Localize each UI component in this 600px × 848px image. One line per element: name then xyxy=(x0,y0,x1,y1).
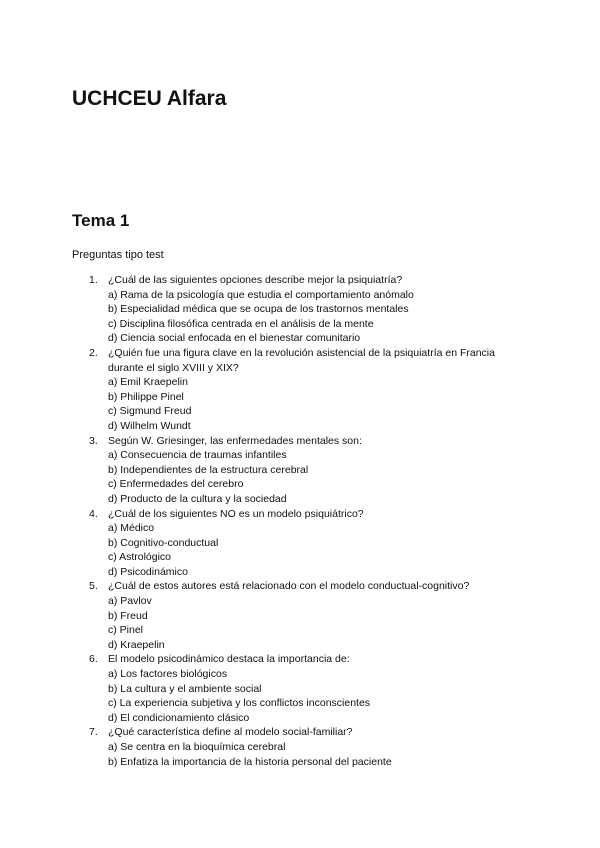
answer-option: a) Se centra en la bioquímica cerebral xyxy=(108,741,286,753)
question-number: 6. xyxy=(89,653,98,666)
question-item xyxy=(0,652,600,725)
answer-option: d) Psicodinámico xyxy=(108,565,188,578)
answer-option: b) Enfatiza la importancia de la historia personal del paciente xyxy=(108,755,392,768)
question-item xyxy=(0,725,600,769)
question-number: 5. xyxy=(89,580,98,593)
answer-option: c) Astrológico xyxy=(108,551,172,564)
answer-option: c) Pinel xyxy=(108,624,144,637)
answer-option: c) Disciplina filosófica centrada en el análisis de la mente xyxy=(108,317,374,330)
question-number: 3. xyxy=(89,434,98,447)
answer-option: d) Producto de la cultura y la sociedad xyxy=(108,492,287,505)
section-subtitle: Preguntas tipo test xyxy=(72,249,164,261)
question-item xyxy=(0,507,600,580)
answer-option: d) El condicionamiento clásico xyxy=(108,711,250,724)
question-number: 4. xyxy=(89,507,98,520)
answer-option: a) Los factores biológicos xyxy=(108,668,228,681)
answer-option: c) La experiencia subjetiva y los conflictos inconscientes xyxy=(108,697,371,710)
answer-option: a) Consecuencia de traumas infantiles xyxy=(108,449,287,462)
question-number: 1. xyxy=(89,274,98,286)
question-number: 2. xyxy=(89,346,98,359)
answer-option: c) Enfermedades del cerebro xyxy=(108,478,244,491)
question-item xyxy=(0,434,600,507)
question-text: ¿Cuál de los siguientes NO es un modelo psiquiátrico? xyxy=(108,507,364,520)
answer-option: c) Sigmund Freud xyxy=(108,405,192,418)
answer-option: d) Wilhelm Wundt xyxy=(108,419,191,432)
answer-option: b) Freud xyxy=(108,609,148,622)
answer-option: b) Philippe Pinel xyxy=(108,390,184,403)
question-item xyxy=(0,579,600,652)
answer-option: b) Independientes de la estructura cerebral xyxy=(108,463,309,476)
question-text: ¿Quién fue una figura clave en la revolución asistencial de la psiquiatría en Francia durante el siglo XVIII y XIX? xyxy=(108,346,495,374)
answer-option: d) Ciencia social enfocada en el bienestar comunitario xyxy=(108,332,361,345)
answer-option: b) Cognitivo-conductual xyxy=(108,536,219,549)
question-text: ¿Cuál de las siguientes opciones describe mejor la psiquiatría? xyxy=(108,274,403,286)
question-item xyxy=(0,273,600,346)
question-list xyxy=(0,273,600,769)
question-item xyxy=(0,346,600,434)
answer-option: a) Médico xyxy=(108,522,155,535)
answer-option: d) Kraepelin xyxy=(108,638,165,651)
question-text: ¿Cuál de estos autores está relacionado con el modelo conductual-cognitivo? xyxy=(108,580,470,593)
question-number: 7. xyxy=(89,726,98,739)
question-text: El modelo psicodinámico destaca la importancia de: xyxy=(108,653,350,666)
question-text: ¿Qué característica define al modelo social-familiar? xyxy=(108,726,353,739)
section-title: Tema 1 xyxy=(72,211,130,230)
answer-option: a) Rama de la psicología que estudia el comportamiento anómalo xyxy=(108,288,414,301)
answer-option: a) Pavlov xyxy=(108,595,152,608)
answer-option: b) La cultura y el ambiente social xyxy=(108,682,262,695)
question-text: Según W. Griesinger, las enfermedades mentales son: xyxy=(108,434,362,447)
document-title: UCHCEU Alfara xyxy=(72,87,227,110)
answer-option: a) Emil Kraepelin xyxy=(108,376,188,389)
answer-option: b) Especialidad médica que se ocupa de los trastornos mentales xyxy=(108,303,409,316)
